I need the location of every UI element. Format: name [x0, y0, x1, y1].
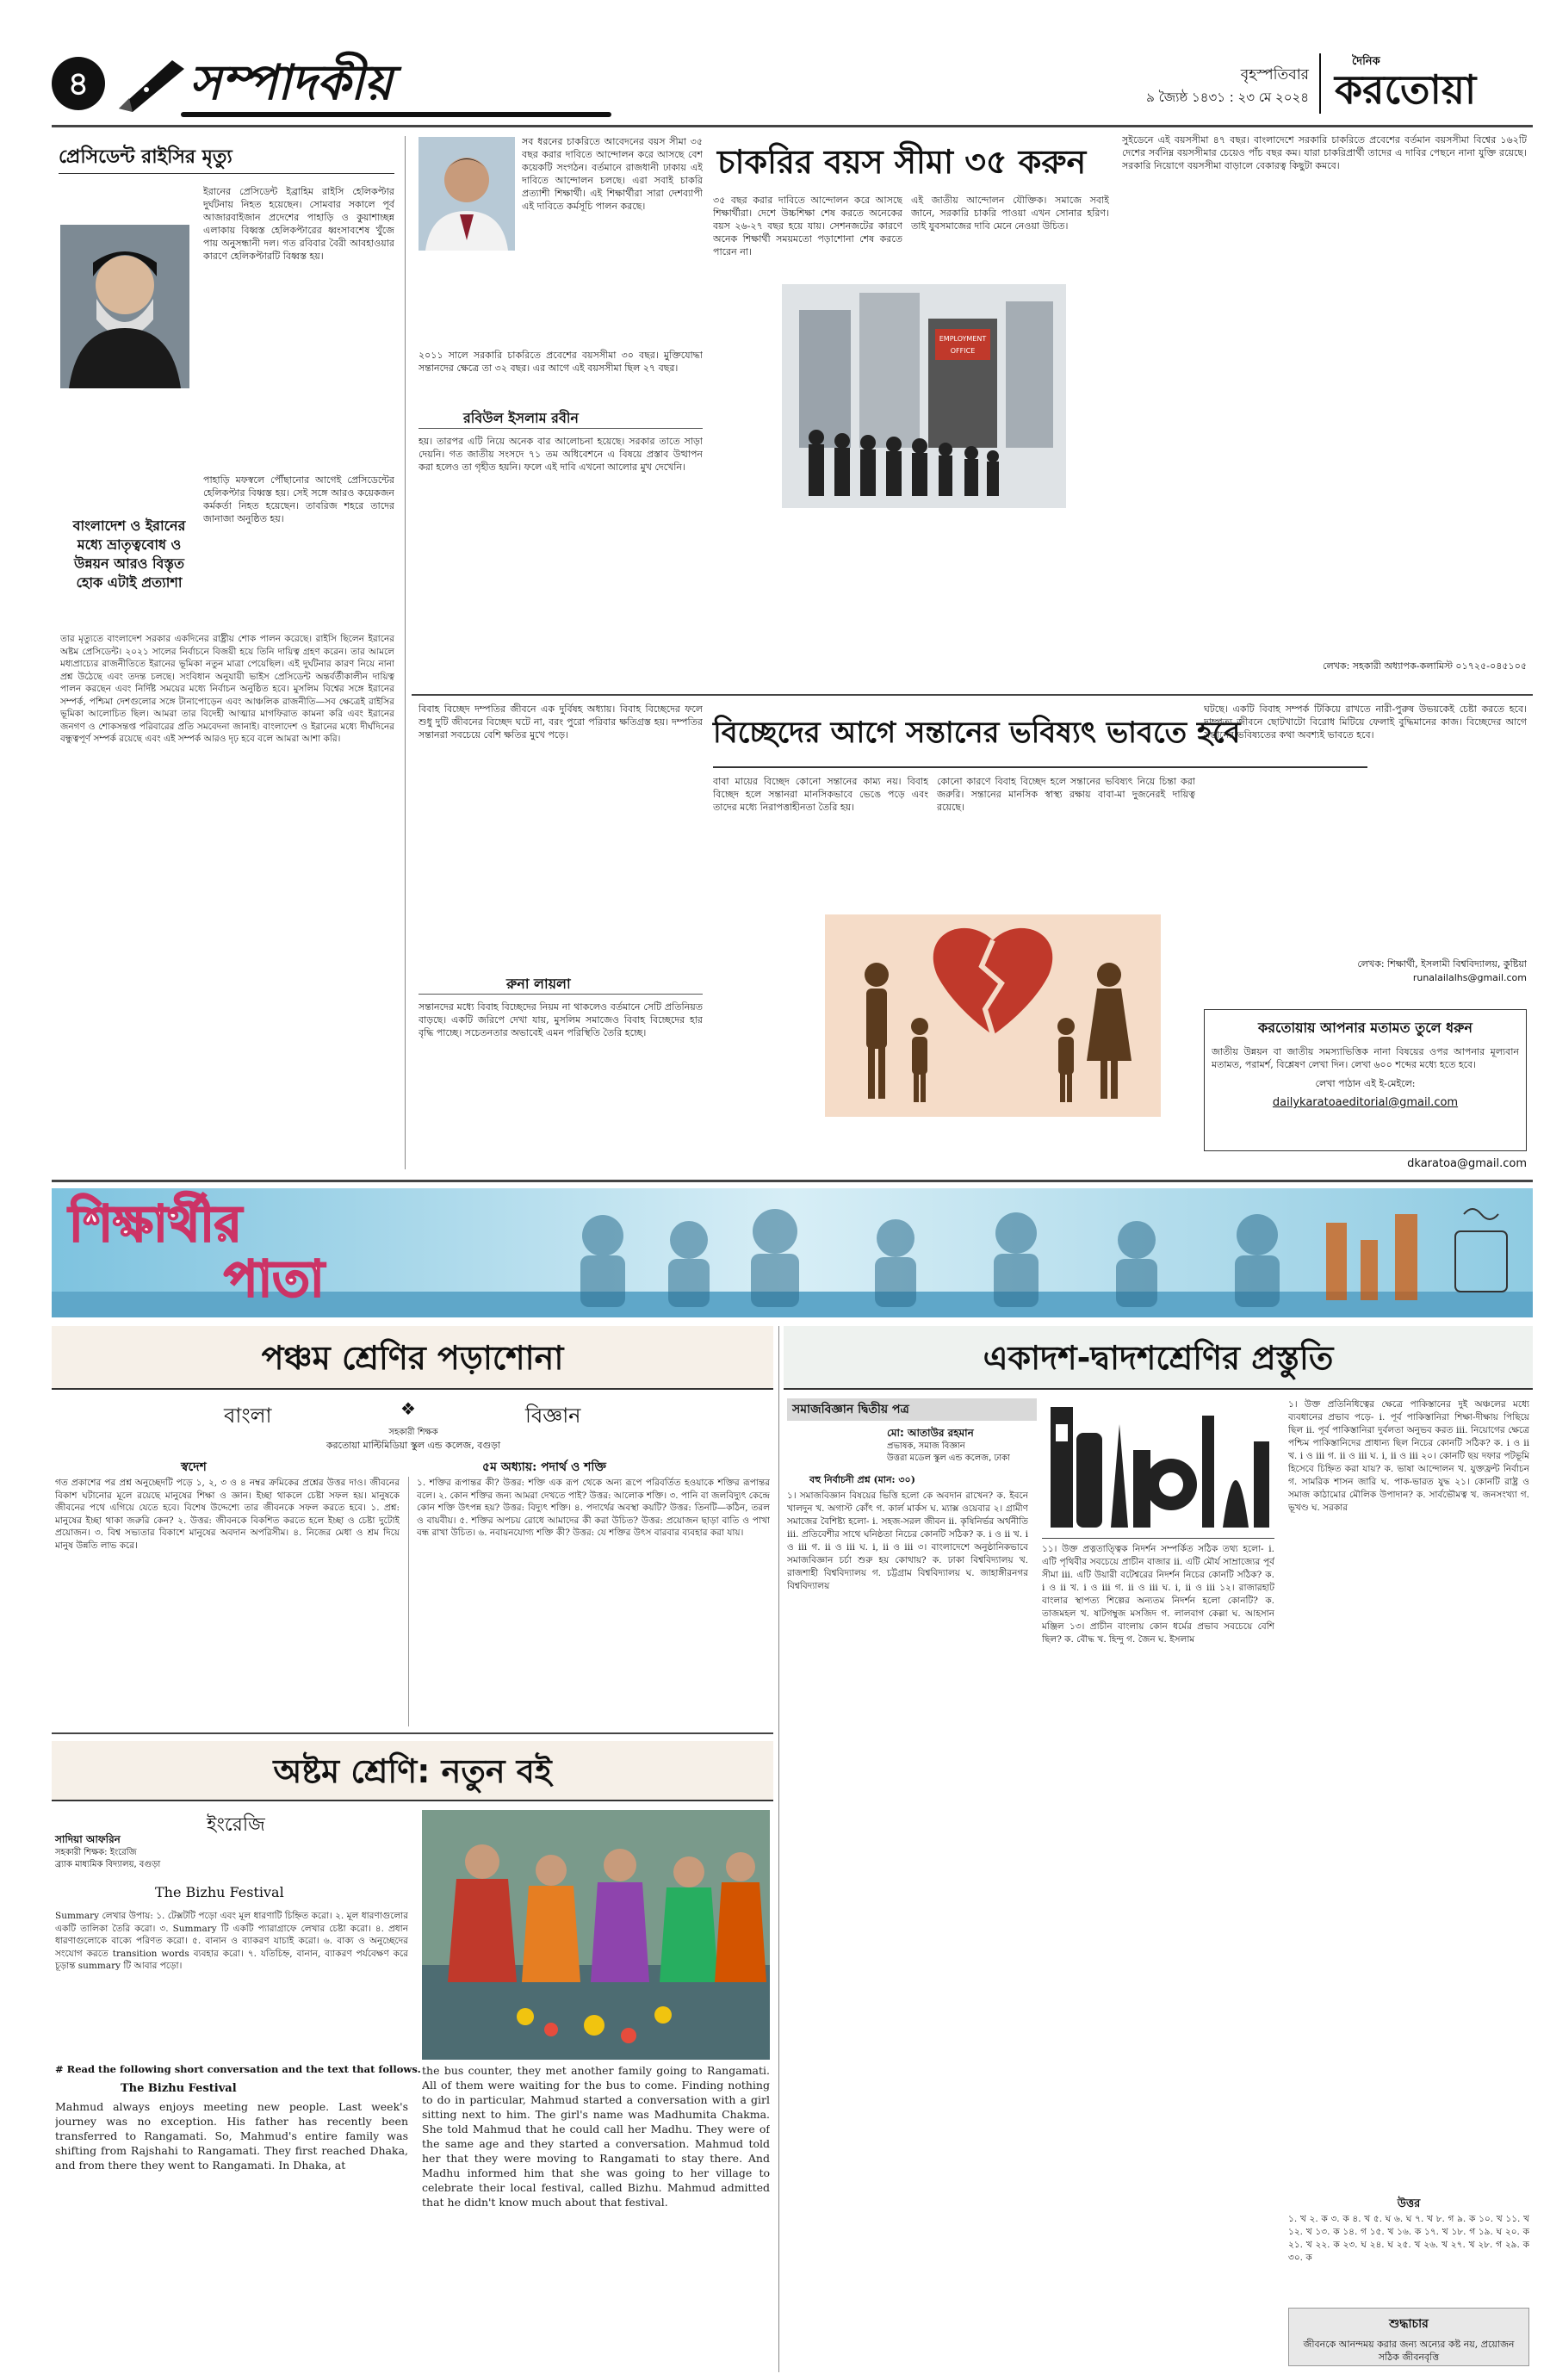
- bizhu-festival-photo: [422, 1810, 770, 2060]
- masthead-rule: [52, 125, 1533, 127]
- title-swash: [181, 112, 611, 117]
- class8-reading-title: The Bizhu Festival: [155, 1884, 284, 1900]
- section-rule-1: [412, 694, 1533, 696]
- divorce-byline-rule: [418, 994, 703, 995]
- masthead: [52, 48, 1533, 126]
- employment-office-illustration: [782, 284, 1066, 508]
- job-col-c: হয়। তারপর এটি নিয়ে অনেক বার আলোচনা হয়েছে। সরকার তাতে সাড়া দেয়নি। গত জাতীয় সংসদে ৭১ তম অধিবেশনে এ বিষয়ে প্রস্তাব উত্থাপন করা হলেও তা গৃহীত হয়নি। ফলে এই দাবি এখনো আলোর মুখ দেখেনি।: [418, 436, 703, 473]
- divorce-author-byline: রুনা লায়লা: [506, 976, 571, 992]
- class11-paper: সমাজবিজ্ঞান দ্বিতীয় পত্র: [792, 1403, 909, 1416]
- class5-header: [52, 1326, 773, 1390]
- class8-teacher: সাদিয়া আফরিন: [55, 1833, 121, 1845]
- pen-nib-icon: [112, 55, 189, 115]
- opinion-box-title: করতোয়ায় আপনার মতামত তুলে ধরুন: [1258, 1020, 1472, 1036]
- class5-chapter-right: ৫ম অধ্যায়: পদার্থ ও শক্তি: [482, 1460, 607, 1474]
- class11-col3: ১। উক্ত প্রতিনিধিত্বের ক্ষেত্রে পাকিস্তানের দুই অঞ্চলের মধ্যে ব্যবধানের প্রভাব পড়ে- i. পূর্ব পাকিস্তানিরা শিক্ষা-দীক্ষায় পিছিয়ে ছিল ii. পূর্ব পাকিস্তানিরা দুর্বলতা অনুভব করত iii. নিয়োগের ক্ষেত্রে পশ্চিম পাকিস্তানিদের প্রাধান্য ছিল নিচের কোনটি সঠিক? ক. i ও ii খ. i ও iii গ. ii ও iii ঘ. i, ii ও iii ২০। কোনটি ছয় দফার পটভূমি হিসেবে চিহ্নিত করা যায়? ক. ভাষা আন্দোলন খ. যুক্তফ্রন্ট নির্বাচন গ. সামরিক শাসন জারি ঘ. পাক-ভারত যুদ্ধ ২১। কোনটি রাষ্ট্র ও সমাজ কাঠামোর মৌলিক উপাদান? ক. সার্বভৌমত্ব খ. জনসংখ্যা গ. ভূখণ্ড ঘ. সরকার: [1288, 1399, 1529, 1513]
- article-divorce: [412, 699, 1533, 1177]
- class8-school: ব্র্যাক মাধ্যমিক বিদ্যালয়, বগুড়া: [55, 1860, 161, 1869]
- artifacts-caption-rule: [1042, 1538, 1274, 1539]
- opinion-box: [1204, 1009, 1527, 1151]
- paper-name: করতোয়া: [1335, 66, 1477, 113]
- raisi-photo: [60, 225, 189, 388]
- editorial-text-c: তার মৃত্যুতে বাংলাদেশ সরকার একদিনের রাষ্ট্রীয় শোক পালন করেছে। রাইসি ছিলেন ইরানের অষ্টম প্রেসিডেন্ট। ২০২১ সালের নির্বাচনে বিজয়ী হয়ে তিনি দায়িত্ব গ্রহণ করেন। তার আমলে মধ্যপ্রাচ্যের রাজনীতিতে ইরানের ভূমিকা নতুন মাত্রা পেয়েছিল। এই দুর্ঘটনার কারণ নিয়ে নানা প্রশ্ন উঠেছে এবং তদন্ত চলছে। সংবিধান অনুযায়ী ভাইস প্রেসিডেন্ট অন্তর্বর্তীকালীন দায়িত্ব পালন করছেন এবং নির্দিষ্ট সময়ের মধ্যে নির্বাচন অনুষ্ঠিত হবে। মুসলিম বিশ্বের সঙ্গে ইরানের সম্পর্ক, পশ্চিমা দেশগুলোর সঙ্গে টানাপোড়েন এবং আঞ্চলিক রাজনীতি—সব ক্ষেত্রেই রাইসির ভূমিকা আলোচিত ছিল। আমরা তার বিদেহী আত্মার মাগফিরাত কামনা করি এবং ইরানের জনগণ ও শোকসন্তপ্ত পরিবারের প্রতি সমবেদনা জানাই। বাংলাদেশ ও ইরানের মধ্যে দীর্ঘদিনের বন্ধুত্বপূর্ণ সম্পর্ক রয়েছে এবং এই সম্পর্ক আরও দৃঢ় হবে বলে আমরা আশা করি।: [60, 634, 394, 744]
- class8-subject: ইংরেজি: [207, 1814, 265, 1836]
- job-article-title: চাকরির বয়স সীমা ৩৫ করুন: [717, 143, 1087, 181]
- class5-chapter-left: স্বদেশ: [181, 1460, 207, 1474]
- class5-bangla-text: গত প্রকাশের পর প্রশ্ন অনুচ্ছেদটি পড়ে ১, ২, ৩ ও ৪ নম্বর ক্রমিকের প্রশ্নের উত্তর দাও। জীবনের বিকাশ ঘটানোর মূলে রয়েছে মানুষের শিক্ষা ও জ্ঞান। ইচ্ছা থাকলে চেষ্টা সফল হয়। মানুষকে জীবনের পথে এগিয়ে যেতে হবে। বিশেষ উদ্দেশ্যে তার জীবনকে সফল করতে হবে। ১. প্রশ্ন: মানুষের ইচ্ছা থাকা জরুরি কেন? ২. উত্তর: জীবনকে বিকশিত করতে হলে ইচ্ছা ও চেষ্টা দুটোই প্রয়োজন। ৩. বিশ্ব সভ্যতার বিকাশে মানুষের অবদান অপরিসীম। ৪. নিজের মেধা ও শ্রম দিয়ে মানুষ উন্নতি লাভ করে।: [55, 1478, 400, 1551]
- class11-school: উত্তরা মডেল স্কুল এন্ড কলেজ, ঢাকা: [887, 1453, 1010, 1463]
- opinion-box-cta: লেখা পাঠান এই ই-মেইলে:: [1315, 1078, 1416, 1089]
- page-number-badge: [52, 57, 105, 110]
- editorial-pullquote: [60, 517, 198, 624]
- masthead-divider: [1319, 53, 1321, 114]
- editorial-text-a: ইরানের প্রেসিডেন্ট ইব্রাহিম রাইসি হেলিকপ্টার দুর্ঘটনায় নিহত হয়েছেন। সোমবার সকালে পূর্ব আজারবাইজান প্রদেশের পাহাড়ি ও কুয়াশাচ্ছন্ন এলাকায় বিধ্বস্ত হেলিকপ্টারের ধ্বংসাবশেষ খুঁজে পায় অনুসন্ধানী দল। গত রবিবার বৈরী আবহাওয়ার কারণে হেলিকপ্টারটি বিধ্বস্ত হয়।: [203, 186, 394, 262]
- editorial-title: প্রেসিডেন্ট রাইসির মৃত্যু: [59, 146, 232, 168]
- quote-text: জীবনকে আনন্দময় করার জন্য অন্যের কষ্ট নয়, প্রয়োজন সঠিক জীবনবৃত্তি: [1303, 2339, 1515, 2363]
- job-col-e2: [1075, 284, 1109, 508]
- class11-paper-box: [787, 1398, 1037, 1421]
- divorce-col-e: ঘটছে। একটি বিবাহ সম্পর্ক টিকিয়ে রাখতে নারী-পুরুষ উভয়কেই চেষ্টা করতে হবে। দাম্পত্য জীবনে ছোটখাটো বিরোধ মিটিয়ে ফেলাই বুদ্ধিমানের কাজ। বিচ্ছেদের আগে সন্তানের ভবিষ্যতের কথা অবশ্যই ভাবতে হবে।: [1204, 703, 1527, 741]
- class11-answers: ১. খ ২. ক ৩. ক ৪. খ ৫. ঘ ৬. ঘ ৭. খ ৮. গ ৯. ক ১০. খ ১১. খ ১২. খ ১৩. ক ১৪. গ ১৫. খ ১৬. ক ১৭. খ ১৮. গ ১৯. ঘ ২০. ক ২১. খ ২২. ক ২৩. ঘ ২৪. ঘ ২৫. খ ২৬. খ ২৭. খ ২৮. গ ২৯. ক ৩০. ক: [1288, 2214, 1529, 2263]
- class8-story-left: Mahmud always enjoys meeting new people. Last week's journey was no exception. His father has recently been transferred to Rangamati. So, Mahmud's entire family was shifting from Rajshahi to Rangamati. They first reached Dhaka, and from there they went to Rangamati. In Dhaka, at: [55, 2100, 408, 2172]
- divorce-col-c: বাবা মায়ের বিচ্ছেদ কোনো সন্তানের কাম্য নয়। বিবাহ বিচ্ছেদ হলে সন্তানরা মানসিকভাবে ভেঙে পড়ে এবং তাদের মধ্যে নিরাপত্তাহীনতা তৈরি হয়।: [713, 776, 928, 813]
- article-job-age: [412, 133, 1533, 693]
- class5-school: করতোয়া মাল্টিমিডিয়া স্কুল এন্ড কলেজ, বগুড়া: [326, 1440, 501, 1451]
- class8-title: অষ্টম শ্রেণি: নতুন বই: [273, 1752, 552, 1790]
- banner-title-line2: পাতা: [224, 1249, 325, 1308]
- banner-title-line1: শিক্ষার্থীর: [69, 1194, 242, 1253]
- class8-teacher-role: সহকারী শিক্ষক: ইংরেজি: [55, 1848, 137, 1857]
- class8-story-heading: The Bizhu Festival: [121, 2082, 237, 2095]
- pullquote-text: বাংলাদেশ ও ইরানের মধ্যে ভ্রাতৃত্ববোধ ও উন্নয়ন আরও বিস্তৃত হোক এটাই প্রত্যাশা: [72, 518, 186, 591]
- column-divider: [405, 136, 406, 1169]
- opinion-box-text: জাতীয় উন্নয়ন বা জাতীয় সমস্যাভিত্তিক নানা বিষয়ের ওপর আপনার মূল্যবান মতামত, পরামর্শ, বিশ্লেষণ লেখা দিন। লেখা ৬০০ শব্দের মধ্যে হতে হবে।: [1212, 1046, 1519, 1070]
- class11-section: [784, 1326, 1533, 2372]
- class11-set-title: বহু নির্বাচনী প্রশ্ন (মান: ৩০): [809, 1474, 915, 1485]
- class5-teacher-role: সহকারী শিক্ষক: [388, 1428, 438, 1437]
- editorial-text-b: পাহাড়ি মফস্বলে পৌঁছানোর আগেই প্রেসিডেন্টের হেলিকপ্টার বিধ্বস্ত হয়। সেই সঙ্গে আরও কয়েকজন কর্মকর্তা নিহত হয়েছেন। তাবরিজ শহরে তাদের জানাজা অনুষ্ঠিত হয়।: [203, 474, 394, 524]
- divorce-col-a: বিবাহ বিচ্ছেদ দম্পতির জীবনে এক দুর্বিষহ অধ্যায়। বিবাহ বিচ্ছেদের ফলে শুধু দুটি জীবনের বিচ্ছেদ ঘটে না, বরং পুরো পরিবার ক্ষতিগ্রস্ত হয়। দম্পতির সন্তানরা সবচেয়ে বেশি ক্ষতির মুখে পড়ে।: [418, 703, 703, 741]
- class5-bottom-rule: [52, 1732, 773, 1734]
- editorial-column: [52, 133, 401, 1180]
- section-title: সম্পাদকীয়: [189, 55, 393, 111]
- class5-title: পঞ্চম শ্রেণির পড়াশোনা: [261, 1339, 564, 1377]
- bottom-center-divider: [778, 1326, 779, 2372]
- byline-rule: [418, 428, 703, 429]
- issue-day: বৃহস্পতিবার: [1240, 66, 1309, 84]
- job-author-byline: রবিউল ইসলাম রবীন: [463, 410, 579, 426]
- quote-box: [1288, 2308, 1529, 2366]
- divorce-col-d: কোনো কারণে বিবাহ বিচ্ছেদ হলে সন্তানের ভবিষ্যৎ নিয়ে চিন্তা করা জরুরি। সন্তানের মানসিক স্বাস্থ্য রক্ষায় বাবা-মা দুজনেরই দায়িত্ব রয়েছে।: [937, 776, 1195, 813]
- class8-section: [52, 1738, 773, 2375]
- class5-subject-right: বিজ্ঞান: [525, 1404, 581, 1428]
- author-photo-robin: [418, 137, 515, 251]
- job-col-b: ২০১১ সালে সরকারি চাকরিতে প্রবেশের বয়সসীমা ৩০ বছর। মুক্তিযোদ্ধা সন্তানদের ক্ষেত্রে তা ৩২ বছর। এর আগে এই বয়সসীমা ছিল ২৭ বছর।: [418, 350, 703, 374]
- upper-section-bottom-rule: [52, 1180, 1533, 1182]
- poster-text-line1: EMPLOYMENT: [939, 335, 987, 343]
- class8-read-instruction: # Read the following short conversation and the text that follows.: [55, 2063, 421, 2075]
- paper-prefix: দৈনিক: [1352, 55, 1380, 68]
- class5-subject-left: বাংলা: [224, 1404, 272, 1428]
- job-col-a: সব ধরনের চাকরিতে আবেদনের বয়স সীমা ৩৫ বছর করার দাবিতে আন্দোলন করে আসছে বেশ কয়েকটি সংগঠন। বর্তমানে রাজধানী ঢাকায় এই দাবিতে আন্দোলন চলছে। এরা সবাই চাকরি প্রত্যাশী শিক্ষার্থী। এই শিক্ষার্থীরা সারা দেশব্যাপী এই দাবিতে কর্মসূচি পালন করছে।: [522, 136, 703, 212]
- class11-col1: ১। সমাজবিজ্ঞান বিষয়ের ভিত্তি হলো কে অবদান রাখেন? ক. ইবনে খালদুন খ. অগাস্ট কোঁৎ গ. কার্ল মার্কস ঘ. ম্যাক্স ওয়েবার ২। গ্রামীণ সমাজের বৈশিষ্ট্য হলো- i. সহজ-সরল জীবন ii. কৃষিনির্ভর অর্থনীতি iii. প্রতিবেশীর সাথে ঘনিষ্ঠতা নিচের কোনটি সঠিক? ক. i ও ii খ. i ও iii গ. ii ও iii ঘ. i, ii ও iii ৩। বাংলাদেশে অনুষ্ঠানিকভাবে সমাজবিজ্ঞান চর্চা শুরু হয় কোথায়? ক. ঢাকা বিশ্ববিদ্যালয় খ. রাজশাহী বিশ্ববিদ্যালয় গ. চট্টগ্রাম বিশ্ববিদ্যালয় ঘ. জাহাঙ্গীরনগর বিশ্ববিদ্যালয়: [787, 1491, 1028, 1591]
- editorial-title-rule: [59, 173, 394, 174]
- family-split-illustration: [825, 914, 1161, 1117]
- job-col-e: এই জাতীয় আন্দোলন যৌক্তিক। সমাজে সবাই জানে, সরকারি চাকরি পাওয়া এখন সোনার হরিণ। তাই যুবসমাজের দাবি মেনে নেওয়া উচিত।: [911, 195, 1109, 232]
- class11-col2: ১১। উক্ত প্রত্নতাত্ত্বিক নিদর্শন সম্পর্কিত সঠিক তথ্য হলো- i. এটি পৃথিবীর সবচেয়ে প্রাচীন বাজার ii. এটি মৌর্য সাম্রাজ্যের পূর্ব সীমা iii. এটি উয়ারী বটেশ্বরের নিদর্শন নিচের কোনটি সঠিক? ক. i ও ii খ. i ও iii গ. ii ও iii ঘ. i, ii ও iii ১২। রাজারহাট বাংলার স্থাপত্য শিল্পের অন্যতম নিদর্শন হলো কোনটি? ক. তাজমহল খ. ষাটগম্বুজ মসজিদ গ. লালবাগ কেল্লা ঘ. আহসান মঞ্জিল ১৩। প্রাচীন বাংলায় কোন ধর্মের প্রভাব সবচেয়ে বেশি ছিল? ক. বৌদ্ধ খ. হিন্দু গ. জৈন ঘ. ইসলাম: [1042, 1544, 1274, 1645]
- job-col-f: সুইডেনে এই বয়সসীমা ৪৭ বছর। বাংলাদেশে সরকারি চাকরিতে প্রবেশের বর্তমান বয়সসীমা বিশ্বের ১৬২টি দেশের সর্বনিম্ন বয়সসীমার চেয়েও পাঁচ বছর কম। যারা চাকরিপ্রার্থী তাদের এ দাবির পেছনে নানা যুক্তি রয়েছে। সরকারি নিয়োগে বয়সসীমা বাড়ালে বেকারত্ব কিছুটা কমবে।: [1122, 134, 1527, 171]
- class8-story-right: the bus counter, they met another family going to Rangamati. All of them were waiting for the bus to come. Finding nothing to do in particular, Mahmud started a conversation with a girl sitting next to him. The girl's name was Madhumita Chakma. She told Mahmud that he could call her Madhu. They were of the same age and they started a conversation. Mahmud told her that they were moving to Rangamati to stay there. And Madhu informed him that she was going to her village to celebrate their local festival, called Bizhu. Mahmud admitted that he didn't know much about that festival.: [422, 2064, 770, 2209]
- diamond-icon: ❖: [400, 1398, 416, 1419]
- class8-instructions: Summary লেখার উপায়: ১. টেক্সটটি পড়ো এবং মূল ধারণাটি চিহ্নিত করো। ২. মূল ধারণাগুলোর একটি তালিকা তৈরি করো। ৩. Summary টি একটি প্যারাগ্রাফে লেখার চেষ্টা করো। ৪. প্রধান ধারণাগুলোকে বাক্যে পরিণত করো। ৫. বানান ও ব্যাকরণ যাচাই করো। ৬. বাক্য ও অনুচ্ছেদের সংযোগ করতে transition words ব্যবহার করো। ৭. যতিচিহ্ন, বানান, ব্যাকরণ পর্যবেক্ষণ করে চূড়ান্ত summary টি আবার পড়ো।: [55, 1911, 408, 1971]
- page-email[interactable]: dkaratoa@gmail.com: [1407, 1157, 1527, 1170]
- student-banner: [52, 1188, 1533, 1317]
- class11-teacher-role: প্রভাষক, সমাজ বিজ্ঞান: [887, 1441, 965, 1451]
- class5-section: [52, 1326, 773, 1731]
- divorce-col-b: সন্তানদের মধ্যে বিবাহ বিচ্ছেদের নিয়ম না থাকলেও বর্তমানে সেটি প্রতিনিয়ত বাড়ছে। একটি জরিপে দেখা যায়, মুসলিম সমাজেও বিবাহ বিচ্ছেদের হার বৃদ্ধি পাচ্ছে। সচেতনতার অভাবেই এমন পরিস্থিতি তৈরি হচ্ছে।: [418, 1001, 703, 1038]
- artifacts-illustration: [1042, 1398, 1274, 1536]
- class11-answer-title: উত্তর: [1397, 2197, 1421, 2210]
- class11-header: [784, 1326, 1533, 1390]
- class5-science-text: ১. শক্তির রূপান্তর কী? উত্তর: শক্তি এক রূপ থেকে অন্য রূপে পরিবর্তিত হওয়াকে শক্তির রূপান্তর বলে। ২. কোন শক্তির জন্য আমরা দেখতে পাই? উত্তর: আলোক শক্তি। ৩. পানি বা জলবিদ্যুৎ কেন্দ্রে কোন শক্তি উৎপন্ন হয়? উত্তর: বিদ্যুৎ শক্তি। ৪. পদার্থের অবস্থা কয়টি? উত্তর: তিনটি—কঠিন, তরল ও বায়বীয়। ৫. শক্তির অপচয় রোধে আমাদের কী করা উচিত? উত্তর: প্রয়োজন ছাড়া বাতি ও পাখা বন্ধ রাখা উচিত। ৬. নবায়নযোগ্য শক্তি কী? উত্তর: যে শক্তির উৎস বারবার ব্যবহার করা যায়।: [417, 1478, 770, 1538]
- class11-title: একাদশ-দ্বাদশশ্রেণির প্রস্তুতি: [983, 1339, 1334, 1377]
- class5-divider: [408, 1477, 409, 1726]
- job-col-d: ৩৫ বছর করার দাবিতে আন্দোলন করে আসছে শিক্ষার্থীরা। দেশে উচ্চশিক্ষা শেষ করতে অনেকের বয়স ২৬-২৭ বছর হয়ে যায়। সেশনজটের কারণে অনেক শিক্ষার্থী সময়মতো পড়াশোনা শেষ করতে পারেন না।: [713, 195, 902, 257]
- job-footer: লেখক: সহকারী অধ্যাপক-কলামিস্ট ০১৭২৫-০৪৫১০৫: [1323, 660, 1527, 672]
- class8-header: [52, 1741, 773, 1801]
- class11-teacher: মো: আতাউর রহমান: [887, 1427, 974, 1439]
- page-number: ৪: [67, 65, 90, 102]
- quote-title: শুদ্ধাচার: [1389, 2317, 1429, 2331]
- poster-text-line2: OFFICE: [950, 347, 976, 355]
- divorce-footer: লেখক: শিক্ষার্থী, ইসলামী বিশ্ববিদ্যালয়, কুষ্টিয়া runalailalhs@gmail.com: [1357, 958, 1527, 983]
- opinion-box-email[interactable]: dailykaratoaeditorial@gmail.com: [1272, 1096, 1459, 1109]
- divorce-title: বিচ্ছেদের আগে সন্তানের ভবিষ্যৎ ভাবতে হবে: [713, 716, 1241, 750]
- issue-date: ৯ জ্যৈষ্ঠ ১৪৩১ : ২৩ মে ২০২৪: [1146, 90, 1309, 105]
